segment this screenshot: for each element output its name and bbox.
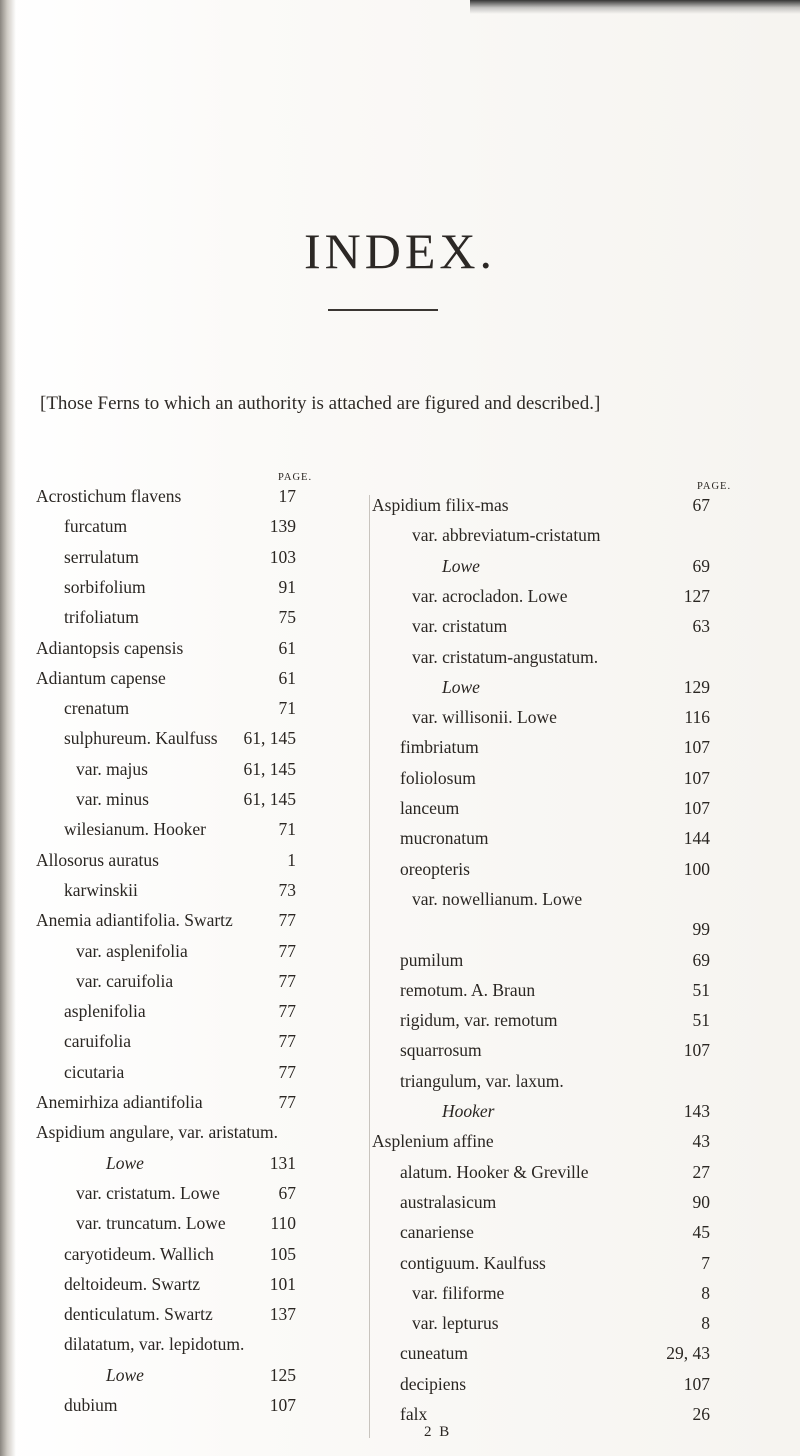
entry-page-number: 77: [278, 1061, 296, 1082]
entry-page-number: 137: [269, 1304, 296, 1325]
entry-name: var. caruifolia: [76, 970, 174, 991]
entry-page-number: 77: [278, 1092, 296, 1112]
entry-name: lanceum: [400, 798, 460, 818]
entry-name: Lowe: [106, 1364, 144, 1385]
entry-name: Adiantopsis capensis: [36, 637, 184, 658]
index-entry: [372, 1373, 710, 1395]
index-entry: [372, 1100, 710, 1122]
entry-name: karwinskii: [64, 879, 138, 900]
index-entry: [372, 767, 710, 789]
column-divider: [369, 495, 370, 1438]
entry-name: falx: [400, 1404, 428, 1424]
index-entry: [372, 524, 710, 546]
title-rule: [328, 309, 438, 311]
index-entry: [36, 667, 296, 689]
entry-name: squarrosum: [400, 1040, 482, 1061]
index-entry: [372, 888, 710, 910]
entry-page-number: 143: [683, 1101, 710, 1121]
entry-name: oreopteris: [400, 858, 470, 879]
index-entry: [36, 879, 296, 901]
entry-name: Anemia adiantifolia. Swartz: [36, 910, 233, 931]
entry-name: crenatum: [64, 698, 130, 719]
index-entry: [36, 788, 296, 810]
index-entry: [36, 1303, 296, 1325]
entry-name: var. cristatum-angustatum.: [412, 646, 599, 667]
index-entry: [36, 1091, 296, 1113]
entry-name: trifoliatum: [64, 607, 139, 628]
index-entry: [372, 858, 710, 880]
entry-name: sulphureum. Kaulfuss: [64, 728, 218, 749]
entry-name: Aspidium angulare, var. aristatum.: [36, 1122, 279, 1143]
index-entry: [36, 1364, 296, 1386]
page-column-heading-right: PAGE.: [697, 481, 732, 492]
entry-name: Lowe: [442, 676, 480, 697]
entry-page-number: 69: [692, 949, 710, 970]
entry-page-number: 127: [683, 585, 710, 606]
index-entry: [36, 1273, 296, 1295]
index-entry: [36, 1333, 296, 1355]
entry-name: rigidum, var. remotum: [400, 1010, 558, 1031]
entry-page-number: 139: [269, 516, 296, 537]
entry-page-number: 107: [683, 767, 710, 788]
entry-page-number: 91: [278, 576, 296, 597]
entry-page-number: 8: [701, 1313, 710, 1334]
entry-name: Aspidium filix-mas: [372, 495, 509, 515]
page-title: INDEX.: [303, 223, 497, 279]
entry-page-number: 27: [692, 1161, 710, 1182]
index-entry: [36, 970, 296, 992]
index-entry: [36, 818, 296, 840]
entry-name: var. nowellianum. Lowe: [412, 888, 583, 909]
index-entry: [36, 1182, 296, 1204]
entry-page-number: 77: [278, 1001, 296, 1022]
entry-page-number: 61: [278, 637, 296, 658]
entry-name: mucronatum: [400, 828, 489, 849]
entry-name: var. asplenifolia: [76, 940, 188, 961]
entry-name: triangulum, var. laxum.: [400, 1070, 564, 1091]
entry-name: var. cristatum: [412, 616, 508, 637]
entry-name: foliolosum: [400, 767, 476, 788]
entry-page-number: 100: [683, 858, 710, 879]
index-entry: [372, 1009, 710, 1031]
entry-name: dilatatum, var. lepidotum.: [64, 1334, 245, 1355]
index-entry: [372, 1039, 710, 1061]
index-entry: [372, 615, 710, 637]
entry-name: asplenifolia: [64, 1001, 146, 1022]
entry-name: var. filiforme: [412, 1282, 505, 1303]
entry-name: Acrostichum flavens: [36, 486, 182, 506]
entry-page-number: 45: [692, 1222, 710, 1243]
index-entry: [372, 797, 710, 819]
index-entry: [36, 637, 296, 659]
entry-page-number: 7: [701, 1252, 710, 1273]
entry-page-number: 61, 145: [243, 789, 296, 809]
index-entry: [36, 1243, 296, 1265]
index-entry: [372, 1191, 710, 1213]
entry-page-number: 90: [692, 1191, 710, 1212]
entry-page-number: 67: [278, 1182, 296, 1203]
entry-page-number: 26: [692, 1404, 710, 1424]
index-entry: [36, 1152, 296, 1174]
entry-page-number: 131: [269, 1152, 296, 1173]
index-entry: [372, 1342, 710, 1364]
index-entry: [372, 827, 710, 849]
index-entry: [36, 485, 296, 507]
entry-name: var. abbreviatum-cristatum: [412, 525, 601, 546]
entry-name: var. majus: [76, 758, 148, 779]
entry-page-number: 29, 43: [666, 1343, 710, 1364]
entry-page-number: 77: [278, 910, 296, 931]
entry-name: var. minus: [76, 789, 149, 809]
index-entry: [372, 979, 710, 1001]
entry-page-number: 116: [684, 707, 710, 728]
index-entry: [372, 1221, 710, 1243]
entry-name: Lowe: [442, 555, 480, 576]
entry-page-number: 61, 145: [243, 728, 296, 749]
entry-name: caryotideum. Wallich: [64, 1243, 214, 1264]
page-edge-shadow: [470, 0, 800, 14]
entry-page-number: 107: [683, 1373, 710, 1394]
entry-name: wilesianum. Hooker: [64, 819, 206, 840]
entry-page-number: 61: [278, 667, 296, 688]
entry-page-number: 110: [270, 1213, 296, 1234]
index-entry: [36, 1121, 296, 1143]
entry-page-number: 51: [692, 979, 710, 1000]
entry-page-number: 107: [683, 1040, 710, 1061]
entry-name: Anemirhiza adiantifolia: [36, 1092, 203, 1112]
entry-page-number: 77: [278, 970, 296, 991]
index-entry: [372, 1403, 710, 1425]
entry-page-number: 107: [683, 798, 710, 818]
entry-name: var. acrocladon. Lowe: [412, 585, 568, 606]
index-entry: [36, 1030, 296, 1052]
index-entry: [36, 576, 296, 598]
entry-page-number: 63: [692, 616, 710, 637]
entry-name: canariense: [400, 1222, 474, 1243]
entry-name: dubium: [64, 1395, 118, 1415]
entry-name: deltoideum. Swartz: [64, 1273, 201, 1294]
index-entry: [372, 1130, 710, 1152]
entry-page-number: 129: [683, 676, 710, 697]
entry-name: alatum. Hooker & Greville: [400, 1161, 589, 1182]
index-entry: [372, 918, 710, 940]
entry-page-number: 75: [278, 607, 296, 628]
entry-page-number: 69: [692, 555, 710, 576]
entry-page-number: 43: [692, 1131, 710, 1152]
index-entry: [36, 606, 296, 628]
index-entry: [36, 758, 296, 780]
entry-name: var. truncatum. Lowe: [76, 1213, 226, 1234]
entry-name: remotum. A. Braun: [400, 979, 536, 1000]
entry-page-number: 144: [683, 828, 710, 849]
index-entry: [372, 494, 710, 516]
entry-name: serrulatum: [64, 546, 139, 567]
entry-page-number: 67: [692, 495, 710, 515]
entry-page-number: 1: [287, 849, 296, 870]
entry-name: caruifolia: [64, 1031, 132, 1052]
entry-name: australasicum: [400, 1191, 497, 1212]
entry-name: Allosorus auratus: [36, 849, 159, 870]
index-entry: [372, 1282, 710, 1304]
index-entry: [36, 909, 296, 931]
index-entry: [36, 1394, 296, 1416]
index-entry: [36, 1000, 296, 1022]
index-entry: [36, 697, 296, 719]
index-entry: [372, 1161, 710, 1183]
entry-name: var. lepturus: [412, 1313, 499, 1334]
index-entry: [36, 940, 296, 962]
index-note: [Those Ferns to which an authority is attached are figured and described.]: [40, 393, 601, 414]
entry-page-number: 71: [278, 698, 296, 719]
entry-page-number: 101: [269, 1273, 296, 1294]
signature-mark: 2 B: [424, 1424, 452, 1440]
index-entry: [372, 736, 710, 758]
entry-name: furcatum: [64, 516, 128, 537]
index-entry: [36, 1212, 296, 1234]
entry-name: contiguum. Kaulfuss: [400, 1252, 546, 1273]
entry-page-number: 17: [278, 486, 296, 506]
index-entry: [372, 706, 710, 728]
index-entry: [36, 849, 296, 871]
index-entry: [372, 585, 710, 607]
entry-page-number: 8: [701, 1282, 710, 1303]
entry-page-number: 77: [278, 1031, 296, 1052]
entry-page-number: 73: [278, 879, 296, 900]
index-entry: [372, 646, 710, 668]
entry-page-number: 61, 145: [243, 758, 296, 779]
entry-page-number: 105: [269, 1243, 296, 1264]
entry-page-number: 51: [692, 1010, 710, 1031]
entry-page-number: 71: [278, 819, 296, 840]
binding-shadow: [0, 0, 16, 1456]
index-entry: [372, 676, 710, 698]
entry-page-number: 107: [683, 737, 710, 758]
entry-page-number: 125: [269, 1364, 296, 1385]
entry-page-number: 77: [278, 940, 296, 961]
index-entry: [36, 727, 296, 749]
index-entry: [372, 949, 710, 971]
entry-name: fimbriatum: [400, 737, 479, 758]
index-entry: [372, 1252, 710, 1274]
entry-name: Adiantum capense: [36, 667, 166, 688]
entry-page-number: 103: [269, 546, 296, 567]
entry-name: Lowe: [106, 1152, 144, 1173]
entry-name: var. willisonii. Lowe: [412, 707, 557, 728]
entry-page-number: 107: [269, 1395, 296, 1415]
entry-name: decipiens: [400, 1373, 467, 1394]
entry-name: Hooker: [442, 1101, 495, 1121]
index-entry: [36, 515, 296, 537]
index-entry: [372, 1312, 710, 1334]
entry-name: sorbifolium: [64, 576, 146, 597]
entry-name: pumilum: [400, 949, 464, 970]
index-entry: [372, 555, 710, 577]
entry-name: cuneatum: [400, 1343, 469, 1364]
index-entry: [372, 1070, 710, 1092]
entry-name: Asplenium affine: [372, 1131, 494, 1152]
entry-name: var. cristatum. Lowe: [76, 1182, 220, 1203]
index-entry: [36, 546, 296, 568]
page-column-heading-left: PAGE.: [278, 472, 313, 483]
entry-name: denticulatum. Swartz: [64, 1304, 213, 1325]
entry-name: cicutaria: [64, 1061, 125, 1082]
index-entry: [36, 1061, 296, 1083]
entry-page-number: 99: [692, 919, 710, 940]
